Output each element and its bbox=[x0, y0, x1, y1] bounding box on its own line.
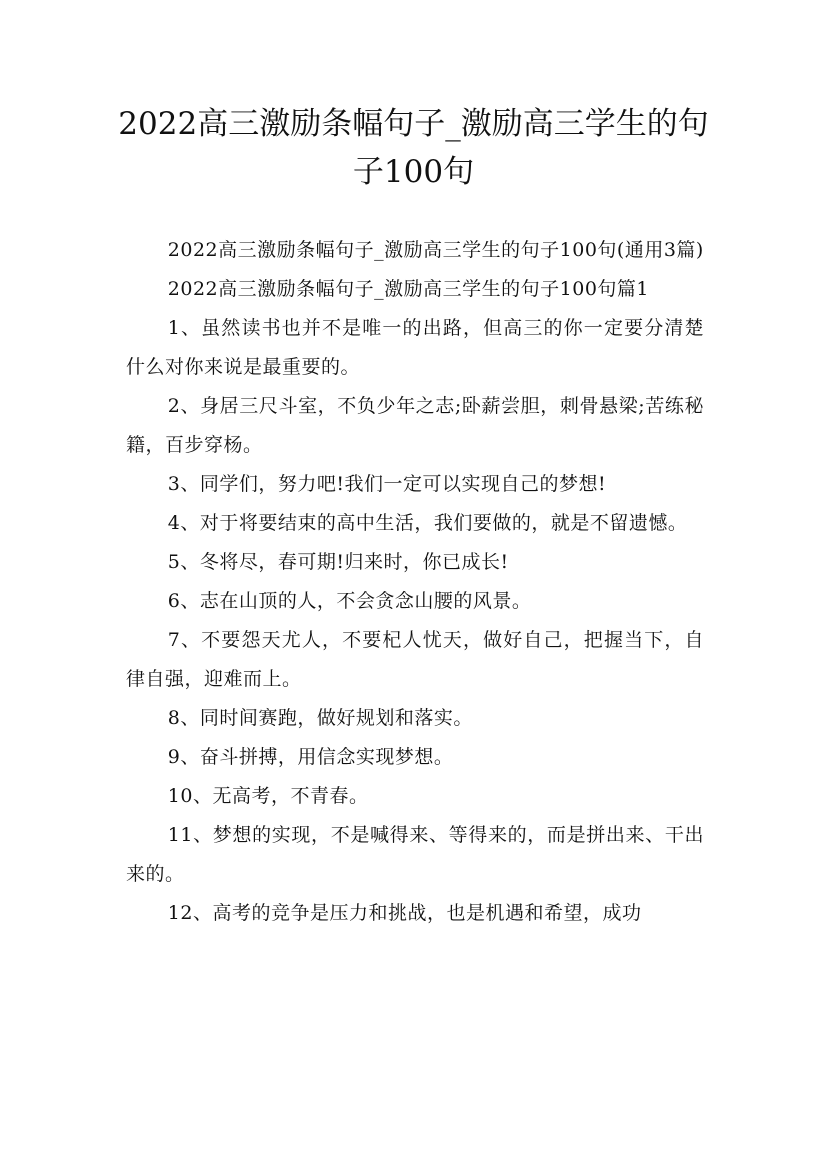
subtitle-paragraph: 2022高三激励条幅句子_激励高三学生的句子100句(通用3篇) bbox=[167, 239, 704, 261]
section-heading: 2022高三激励条幅句子_激励高三学生的句子100句篇1 bbox=[167, 278, 650, 300]
quote-paragraph: 10、无高考，不青春。 bbox=[167, 785, 369, 807]
quote-paragraph: 12、高考的竞争是压力和挑战，也是机遇和希望，成功 bbox=[167, 902, 642, 924]
quote-paragraph: 9、奋斗拼搏，用信念实现梦想。 bbox=[167, 746, 454, 768]
quote-paragraph: 4、对于将要结束的高中生活，我们要做的，就是不留遗憾。 bbox=[167, 512, 688, 534]
quote-paragraph: 7、不要怨天尤人，不要杞人忧天，做好自己，把握当下，自律自强，迎难而上。 bbox=[126, 629, 704, 690]
quote-paragraph: 1、虽然读书也并不是唯一的出路，但高三的你一定要分清楚什么对你来说是最重要的。 bbox=[126, 317, 704, 378]
quote-paragraph: 11、梦想的实现，不是喊得来、等得来的，而是拼出来、干出来的。 bbox=[126, 824, 704, 885]
quote-paragraph: 2、身居三尺斗室，不负少年之志;卧薪尝胆，刺骨悬梁;苦练秘籍，百步穿杨。 bbox=[126, 395, 704, 456]
document-title: 2022高三激励条幅句子_激励高三学生的句子100句 bbox=[118, 106, 709, 190]
document-body bbox=[126, 231, 704, 933]
quote-paragraph: 3、同学们，努力吧!我们一定可以实现自己的梦想! bbox=[167, 473, 607, 495]
quote-paragraph: 6、志在山顶的人，不会贪念山腰的风景。 bbox=[167, 590, 532, 612]
quote-paragraph: 5、冬将尽，春可期!归来时，你已成长! bbox=[167, 551, 509, 573]
quote-paragraph: 8、同时间赛跑，做好规划和落实。 bbox=[167, 707, 473, 729]
